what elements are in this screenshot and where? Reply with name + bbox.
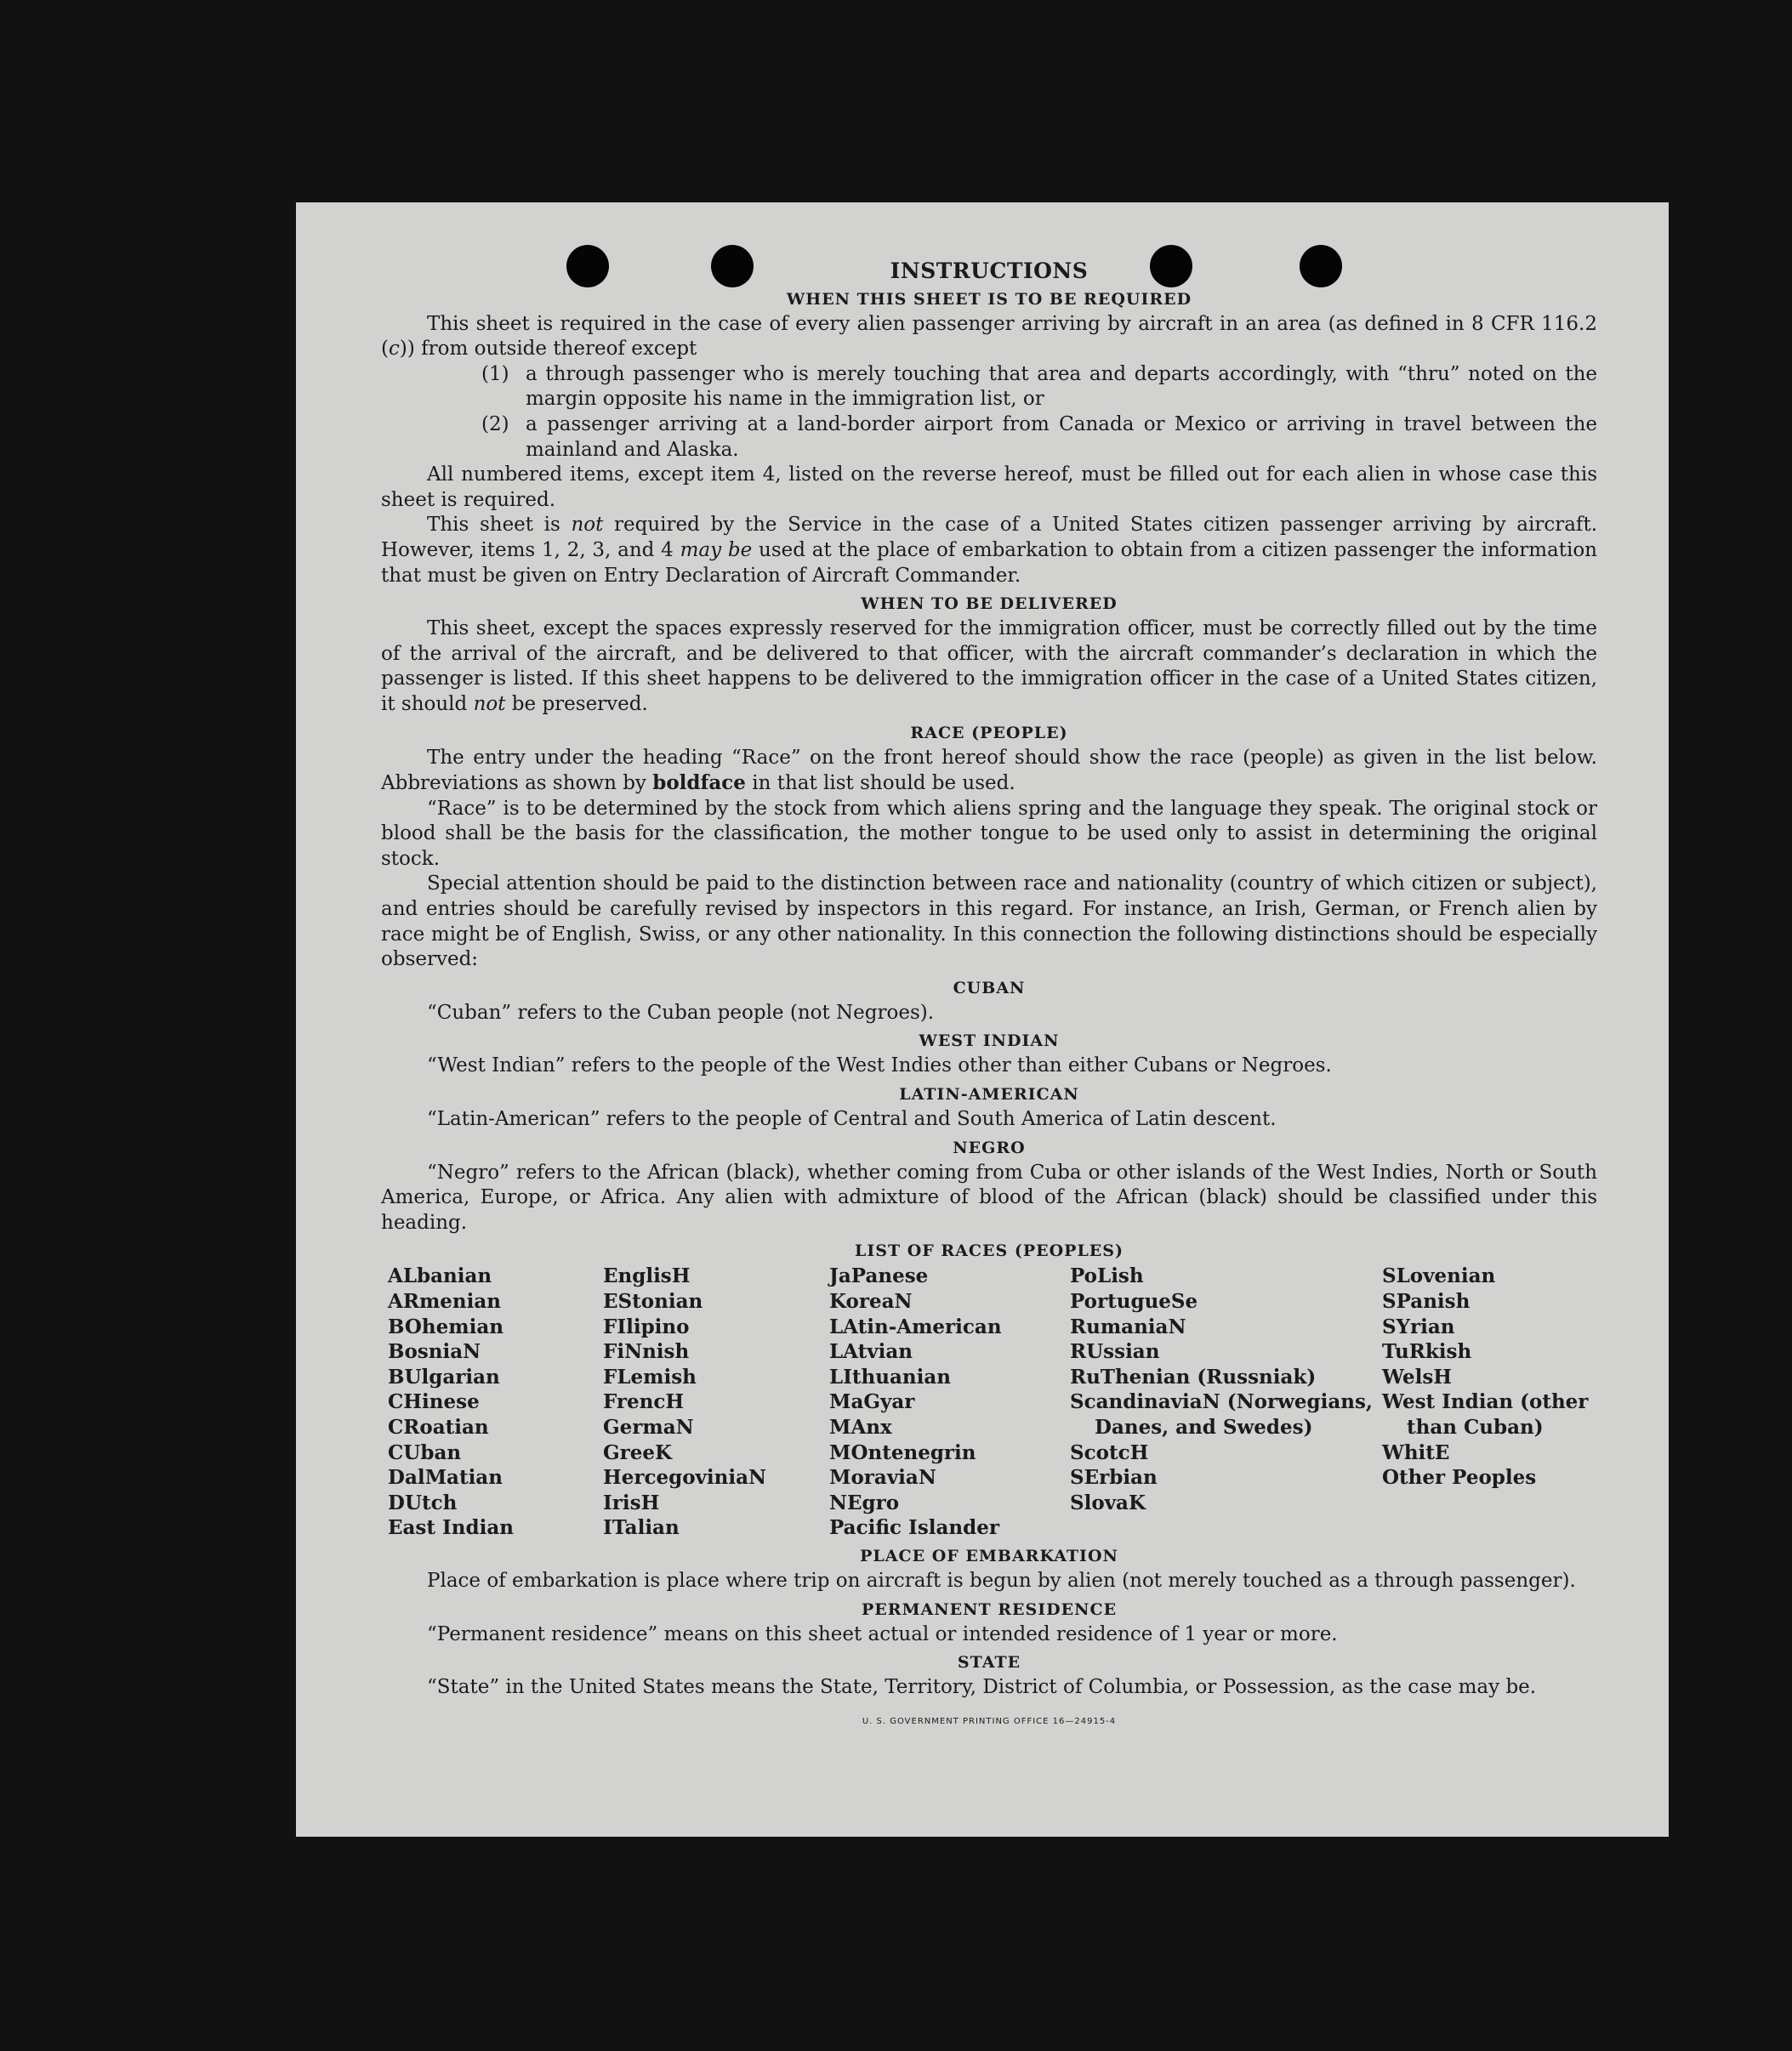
text-fragment: c [388,338,400,361]
race-column [388,1264,603,1541]
race-item: Other Peoples [1382,1466,1537,1490]
race-item: MAnx [829,1415,892,1439]
race-column [1382,1264,1604,1541]
race-item: JaPanese [829,1264,929,1288]
paragraph [381,746,1597,797]
race-item: NEgro [829,1491,900,1514]
race-item: SYrian [1382,1315,1455,1338]
race-column [829,1264,1070,1541]
race-item: LAtin-American [829,1315,1002,1338]
race-item: RuThenian (Russniak) [1070,1365,1317,1389]
race-column [1070,1264,1382,1541]
race-column [603,1264,829,1541]
instructions-content [381,259,1597,1734]
heading-list-of-races: LIST OF RACES (PEOPLES) [855,1241,1124,1261]
text-fragment: required by the Service in the case of a United States citizen passenger arriving by aircraft. However, items 1, 2, 3, and 4 [381,514,1597,561]
race-item: FLemish [603,1365,697,1389]
printing-office-footer: U. S. GOVERNMENT PRINTING OFFICE 16—24915-4 [862,1716,1117,1726]
paragraph [381,616,1597,717]
race-item: West Indian (other than Cuban) [1382,1390,1589,1439]
race-item: SLovenian [1382,1264,1496,1288]
races-list [388,1264,1597,1541]
text-fragment: may be [680,538,753,561]
paragraph: “Race” is to be determined by the stock from which aliens spring and the language they speak. The original stock or blood shall be the basis for the classification, the mother tongue to be used only to assist in determining the original stock. [381,797,1597,870]
item-number: (1) [481,362,509,385]
race-item: TuRkish [1382,1340,1472,1364]
item-number: (2) [481,412,509,435]
paragraph: “Latin-American” refers to the people of Central and South America of Latin descent. [427,1108,1277,1131]
heading-latin-american: LATIN-AMERICAN [899,1085,1079,1105]
race-item: BUlgarian [388,1365,500,1389]
heading-west-indian: WEST INDIAN [919,1031,1060,1051]
race-item: DalMatian [388,1466,503,1490]
race-item: RUssian [1070,1340,1160,1364]
race-item: ScandinaviaN (Norwegians, Danes, and Swedes) [1070,1390,1373,1439]
item-text: a passenger arriving at a land-border airport from Canada or Mexico or arriving in travel between the mainland and Alaska. [526,412,1597,461]
paragraph: Place of embarkation is place where trip on aircraft is begun by alien (not merely touched as a through passenger). [427,1569,1576,1592]
race-item: FIlipino [603,1315,690,1338]
heading-when-delivered: WHEN TO BE DELIVERED [861,594,1118,614]
race-item: WelsH [1382,1365,1453,1389]
race-item: KoreaN [829,1290,913,1313]
intro-paragraph [381,312,1597,362]
paragraph: “Permanent residence” means on this sheet actual or intended residence of 1 year or more. [427,1622,1338,1645]
text-fragment: This sheet is required in the case of every alien passenger arriving by aircraft in an area (as defined in 8 CFR 116.2 ( [381,312,1597,361]
paragraph: All numbered items, except item 4, listed on the reverse hereof, must be filled out for each alien in whose case this sheet is required. [381,463,1597,511]
race-item: MaGyar [829,1390,915,1414]
race-item: CRoatian [388,1415,489,1439]
text-fragment: be preserved. [505,692,648,715]
race-item: FiNnish [603,1340,690,1364]
paragraph: Special attention should be paid to the distinction between race and nationality (country of which citizen or subject), and entries should be carefully revised by inspectors in this regard. For instance, an Irish, German, or French alien by race might be of English, Swiss, or any other nationality. In this connection the following distinctions should be especially observed: [381,872,1597,971]
race-item: SPanish [1382,1290,1471,1313]
race-item: ITalian [603,1516,680,1540]
race-item: EStonian [603,1290,703,1313]
race-item: SErbian [1070,1466,1158,1490]
race-item: GreeK [603,1440,673,1464]
heading-state: STATE [957,1653,1021,1673]
race-item: HercegoviniaN [603,1466,767,1490]
page-title: INSTRUCTIONS [890,259,1089,283]
race-item: ALbanian [388,1264,492,1288]
text-fragment: )) from outside thereof except [399,338,697,361]
heading-cuban: CUBAN [953,978,1026,997]
race-item: ARmenian [388,1290,502,1313]
race-item: LAtvian [829,1340,913,1364]
heading-race: RACE (PEOPLE) [910,723,1068,742]
race-item: LIthuanian [829,1365,951,1389]
text-fragment: This sheet is [427,514,572,537]
text-fragment: in that list should be used. [745,772,1015,795]
race-item: Pacific Islander [829,1516,999,1540]
race-item: EnglisH [603,1264,691,1288]
race-item: BOhemian [388,1315,503,1338]
race-item: East Indian [388,1516,514,1540]
text-fragment: not [473,692,506,715]
text-fragment: not [571,514,604,537]
text-fragment: The entry under the heading “Race” on the front hereof should show the race (people) as given in the list below. Abbreviations as shown by [381,746,1597,795]
race-item: MoraviaN [829,1466,936,1490]
paragraph: “West Indian” refers to the people of the West Indies other than either Cubans or Negroes. [427,1054,1332,1077]
race-item: FrencH [603,1390,685,1414]
text-fragment: This sheet, except the spaces expressly reserved for the immigration officer, must be correctly filled out by the time of the arrival of the aircraft, and be delivered to that officer, with the aircraft commander’s declaration in which the passenger is listed. If this sheet happens to be delivered to the immigration officer in the case of a United States citizen, it should [381,617,1597,715]
exception-item [381,362,1597,412]
race-item: RumaniaN [1070,1315,1186,1338]
paragraph: “Negro” refers to the African (black), whether coming from Cuba or other islands of the West Indies, North or South America, Europe, or Africa. Any alien with admixture of blood of the African (black) should be classified under this heading. [381,1161,1597,1234]
race-item: IrisH [603,1491,660,1514]
race-item: PortugueSe [1070,1290,1198,1313]
race-item: SlovaK [1070,1491,1146,1514]
race-item: DUtch [388,1491,458,1514]
race-item: MOntenegrin [829,1440,976,1464]
heading-negro: NEGRO [953,1138,1026,1157]
heading-embarkation: PLACE OF EMBARKATION [860,1546,1118,1565]
race-item: CUban [388,1440,462,1464]
race-item: PoLish [1070,1264,1144,1288]
race-item: WhitE [1382,1440,1450,1464]
paragraph: “State” in the United States means the State, Territory, District of Columbia, or Possession, as the case may be. [427,1676,1537,1699]
exception-item [381,412,1597,463]
race-item: ScotcH [1070,1440,1149,1464]
race-item: BosniaN [388,1340,481,1364]
race-item: CHinese [388,1390,480,1414]
paragraph: “Cuban” refers to the Cuban people (not Negroes). [427,1001,935,1024]
heading-residence: PERMANENT RESIDENCE [861,1599,1118,1619]
text-fragment: boldface [652,771,746,795]
text-fragment: used at the place of embarkation to obtain from a citizen passenger the information that must be given on Entry Declaration of Aircraft Commander. [381,538,1597,587]
item-text: a through passenger who is merely touching that area and departs accordingly, with “thru” noted on the margin opposite his name in the immigration list, or [526,362,1597,411]
instruction-sheet [296,202,1669,1837]
heading-when-required: WHEN THIS SHEET IS TO BE REQUIRED [786,289,1192,309]
race-item: GermaN [603,1415,694,1439]
paragraph [381,513,1597,588]
